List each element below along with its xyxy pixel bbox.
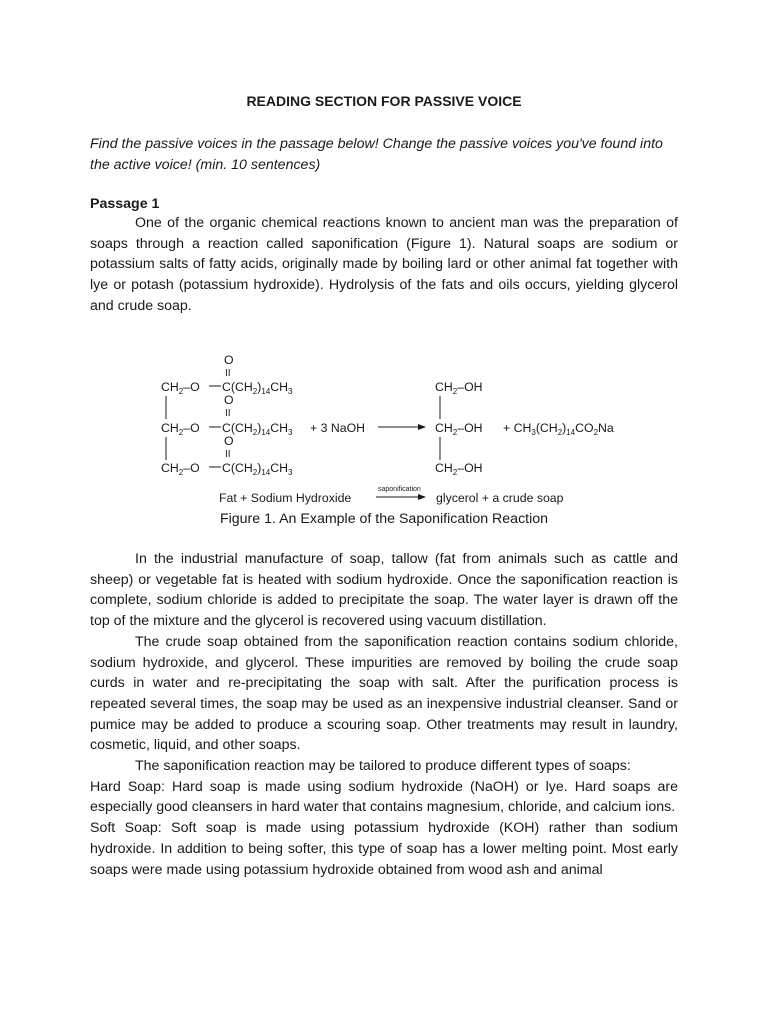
page-title: READING SECTION FOR PASSIVE VOICE [246, 93, 522, 109]
arrow-label: saponification [378, 486, 421, 493]
instruction-text: Find the passive voices in the passage below! Change the passive voices you've found into the active voice! (min. 10 sentences) [90, 136, 663, 173]
saponification-figure [155, 349, 675, 509]
reaction-diagram [155, 349, 675, 509]
word-equation-left: Fat + Sodium Hydroxide [219, 491, 352, 505]
figure-caption: Figure 1. An Example of the Saponification Reaction [219, 511, 549, 527]
double-bond-3: II [225, 449, 231, 460]
svg-text:CH2–OH: $CH_2-OH$ [435, 421, 483, 437]
word-equation-right: glycerol + a crude soap [436, 491, 564, 505]
paragraph: One of the organic chemical reactions known to ancient man was the preparation of soaps through a reaction called saponification (Figure 1). Natural soaps are sodium or potassium salts of fatty acids, originally made by boiling lard or other animal fat together with lye or potash (potassium hydroxide). Hydrolysis of the fats and oils occurs, yielding glycerol and crude soap. [90, 215, 678, 314]
paragraph: The saponification reaction may be tailored to produce different types of soaps: [135, 758, 631, 775]
svg-text:CH2–OH: $CH_2-OH$ [435, 380, 483, 396]
paragraph: The crude soap obtained from the saponification reaction contains sodium chloride, sodium hydroxide, and glycerol. These impurities are removed by boiling the crude soap curds in water and re-precipitating the soap with salt. After the purification process is repeated several times, the soap may be used as an inexpensive industrial cleanser. Sand or pumice may be added to produce a scouring soap. Other treatments may result in laundry, cosmetic, liquid, and other soaps. [90, 633, 678, 754]
passage-paragraphs-bottom [90, 549, 678, 880]
paragraph: In the industrial manufacture of soap, tallow (fat from animals such as cattle and sheep) or vegetable fat is heated with sodium hydroxide. Once the saponification reaction is complete, sodium chloride is added to precipitate the soap. The water layer is drawn off the top of the mixture and the glycerol is recovered using vacuum distillation. [90, 551, 678, 630]
svg-text:C(CH2)14CH3: $C(CH_2)_{14}CH_3$ [222, 421, 293, 437]
reagent-naoh: + 3 NaOH [310, 421, 366, 435]
svg-text:CH2–O: $CH_2-O$ [161, 380, 200, 396]
svg-text:C(CH2)14CH3: $C(CH_2)_{14}CH_3$ [222, 380, 293, 396]
carbonyl-oxygen-2: O [224, 393, 234, 407]
svg-text:CH2–OH: $CH_2-OH$ [435, 461, 483, 477]
carbonyl-oxygen-3: O [224, 434, 234, 448]
glycerol-structure [435, 380, 483, 477]
passage-title: Passage 1 [90, 196, 160, 212]
svg-text:C(CH2)14CH3: $C(CH_2)_{14}CH_3$ [222, 461, 293, 477]
soap-product: + $CH_3(CH_2)_{14}CO_2Na$ [503, 421, 614, 437]
double-bond-1: II [225, 368, 231, 379]
ester-row-3 [161, 461, 293, 477]
paragraph: Soft Soap: Soft soap is made using potassium hydroxide (KOH) rather than sodium hydroxide. In addition to being softer, this type of soap has a lower melting point. Most early soaps were made using potassium hydroxide obtained from wood ash and animal [90, 820, 678, 878]
passage-paragraphs-top [90, 213, 678, 317]
svg-text:CH2–O: $CH_2-O$ [161, 461, 200, 477]
svg-text:CH2–O: $CH_2-O$ [161, 421, 200, 437]
paragraph: Hard Soap: Hard soap is made using sodium hydroxide (NaOH) or lye. Hard soaps are especially good cleansers in hard water that contains magnesium, chloride, and calcium ions. [90, 778, 678, 816]
carbonyl-oxygen-1: O [224, 353, 234, 367]
double-bond-2: II [225, 408, 231, 419]
